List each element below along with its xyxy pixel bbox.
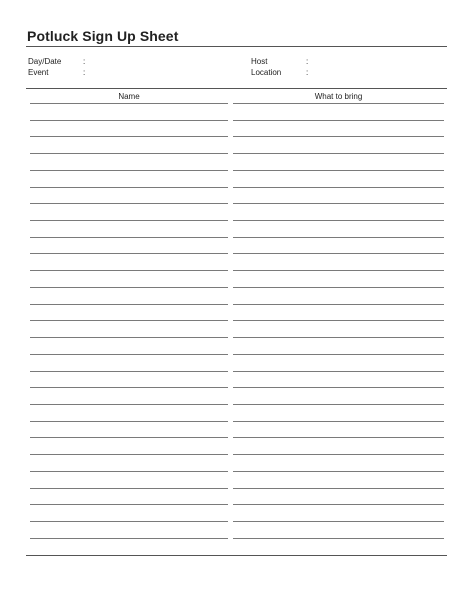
name-line[interactable] [30, 304, 228, 305]
what-to-bring-line[interactable] [233, 387, 444, 388]
what-to-bring-line[interactable] [233, 187, 444, 188]
name-line[interactable] [30, 387, 228, 388]
name-line[interactable] [30, 354, 228, 355]
name-line[interactable] [30, 253, 228, 254]
name-line[interactable] [30, 504, 228, 505]
name-header-underline [30, 103, 228, 104]
location-label: Location [251, 68, 282, 77]
event-details-right [251, 57, 441, 81]
page-title: Potluck Sign Up Sheet [27, 28, 179, 44]
what-to-bring-line[interactable] [233, 437, 444, 438]
what-to-bring-line[interactable] [233, 371, 444, 372]
what-to-bring-line[interactable] [233, 471, 444, 472]
name-line[interactable] [30, 270, 228, 271]
name-line[interactable] [30, 404, 228, 405]
name-line[interactable] [30, 521, 228, 522]
what-to-bring-line[interactable] [233, 421, 444, 422]
column-header-name: Name [118, 92, 140, 101]
name-line[interactable] [30, 320, 228, 321]
what-to-bring-line[interactable] [233, 253, 444, 254]
event-colon: : [83, 68, 86, 77]
name-line[interactable] [30, 538, 228, 539]
what-to-bring-line[interactable] [233, 237, 444, 238]
location-colon: : [306, 68, 309, 77]
bottom-divider [26, 555, 447, 556]
what-to-bring-line[interactable] [233, 270, 444, 271]
what-to-bring-line[interactable] [233, 320, 444, 321]
what-to-bring-line[interactable] [233, 120, 444, 121]
what-to-bring-line[interactable] [233, 220, 444, 221]
name-line[interactable] [30, 187, 228, 188]
name-line[interactable] [30, 471, 228, 472]
what-to-bring-line[interactable] [233, 354, 444, 355]
title-divider [26, 46, 447, 47]
what-to-bring-line[interactable] [233, 170, 444, 171]
name-line[interactable] [30, 287, 228, 288]
details-divider [26, 88, 447, 89]
name-line[interactable] [30, 136, 228, 137]
what-to-bring-line[interactable] [233, 304, 444, 305]
name-line[interactable] [30, 153, 228, 154]
event-label: Event [28, 68, 49, 77]
what-to-bring-line[interactable] [233, 287, 444, 288]
what-to-bring-line[interactable] [233, 488, 444, 489]
what-to-bring-line[interactable] [233, 504, 444, 505]
name-line[interactable] [30, 421, 228, 422]
event-details-left [28, 57, 228, 81]
name-line[interactable] [30, 488, 228, 489]
name-line[interactable] [30, 170, 228, 171]
day-date-label: Day/Date [28, 57, 62, 66]
column-header-what-to-bring: What to bring [314, 92, 363, 101]
bring-header-underline [233, 103, 444, 104]
what-to-bring-line[interactable] [233, 203, 444, 204]
name-line[interactable] [30, 203, 228, 204]
name-line[interactable] [30, 371, 228, 372]
name-line[interactable] [30, 237, 228, 238]
what-to-bring-line[interactable] [233, 454, 444, 455]
host-label: Host [251, 57, 268, 66]
what-to-bring-line[interactable] [233, 521, 444, 522]
name-line[interactable] [30, 454, 228, 455]
what-to-bring-line[interactable] [233, 337, 444, 338]
what-to-bring-line[interactable] [233, 153, 444, 154]
name-line[interactable] [30, 220, 228, 221]
what-to-bring-line[interactable] [233, 404, 444, 405]
day-date-colon: : [83, 57, 86, 66]
host-colon: : [306, 57, 309, 66]
name-line[interactable] [30, 437, 228, 438]
what-to-bring-line[interactable] [233, 136, 444, 137]
what-to-bring-line[interactable] [233, 538, 444, 539]
name-line[interactable] [30, 337, 228, 338]
name-line[interactable] [30, 120, 228, 121]
